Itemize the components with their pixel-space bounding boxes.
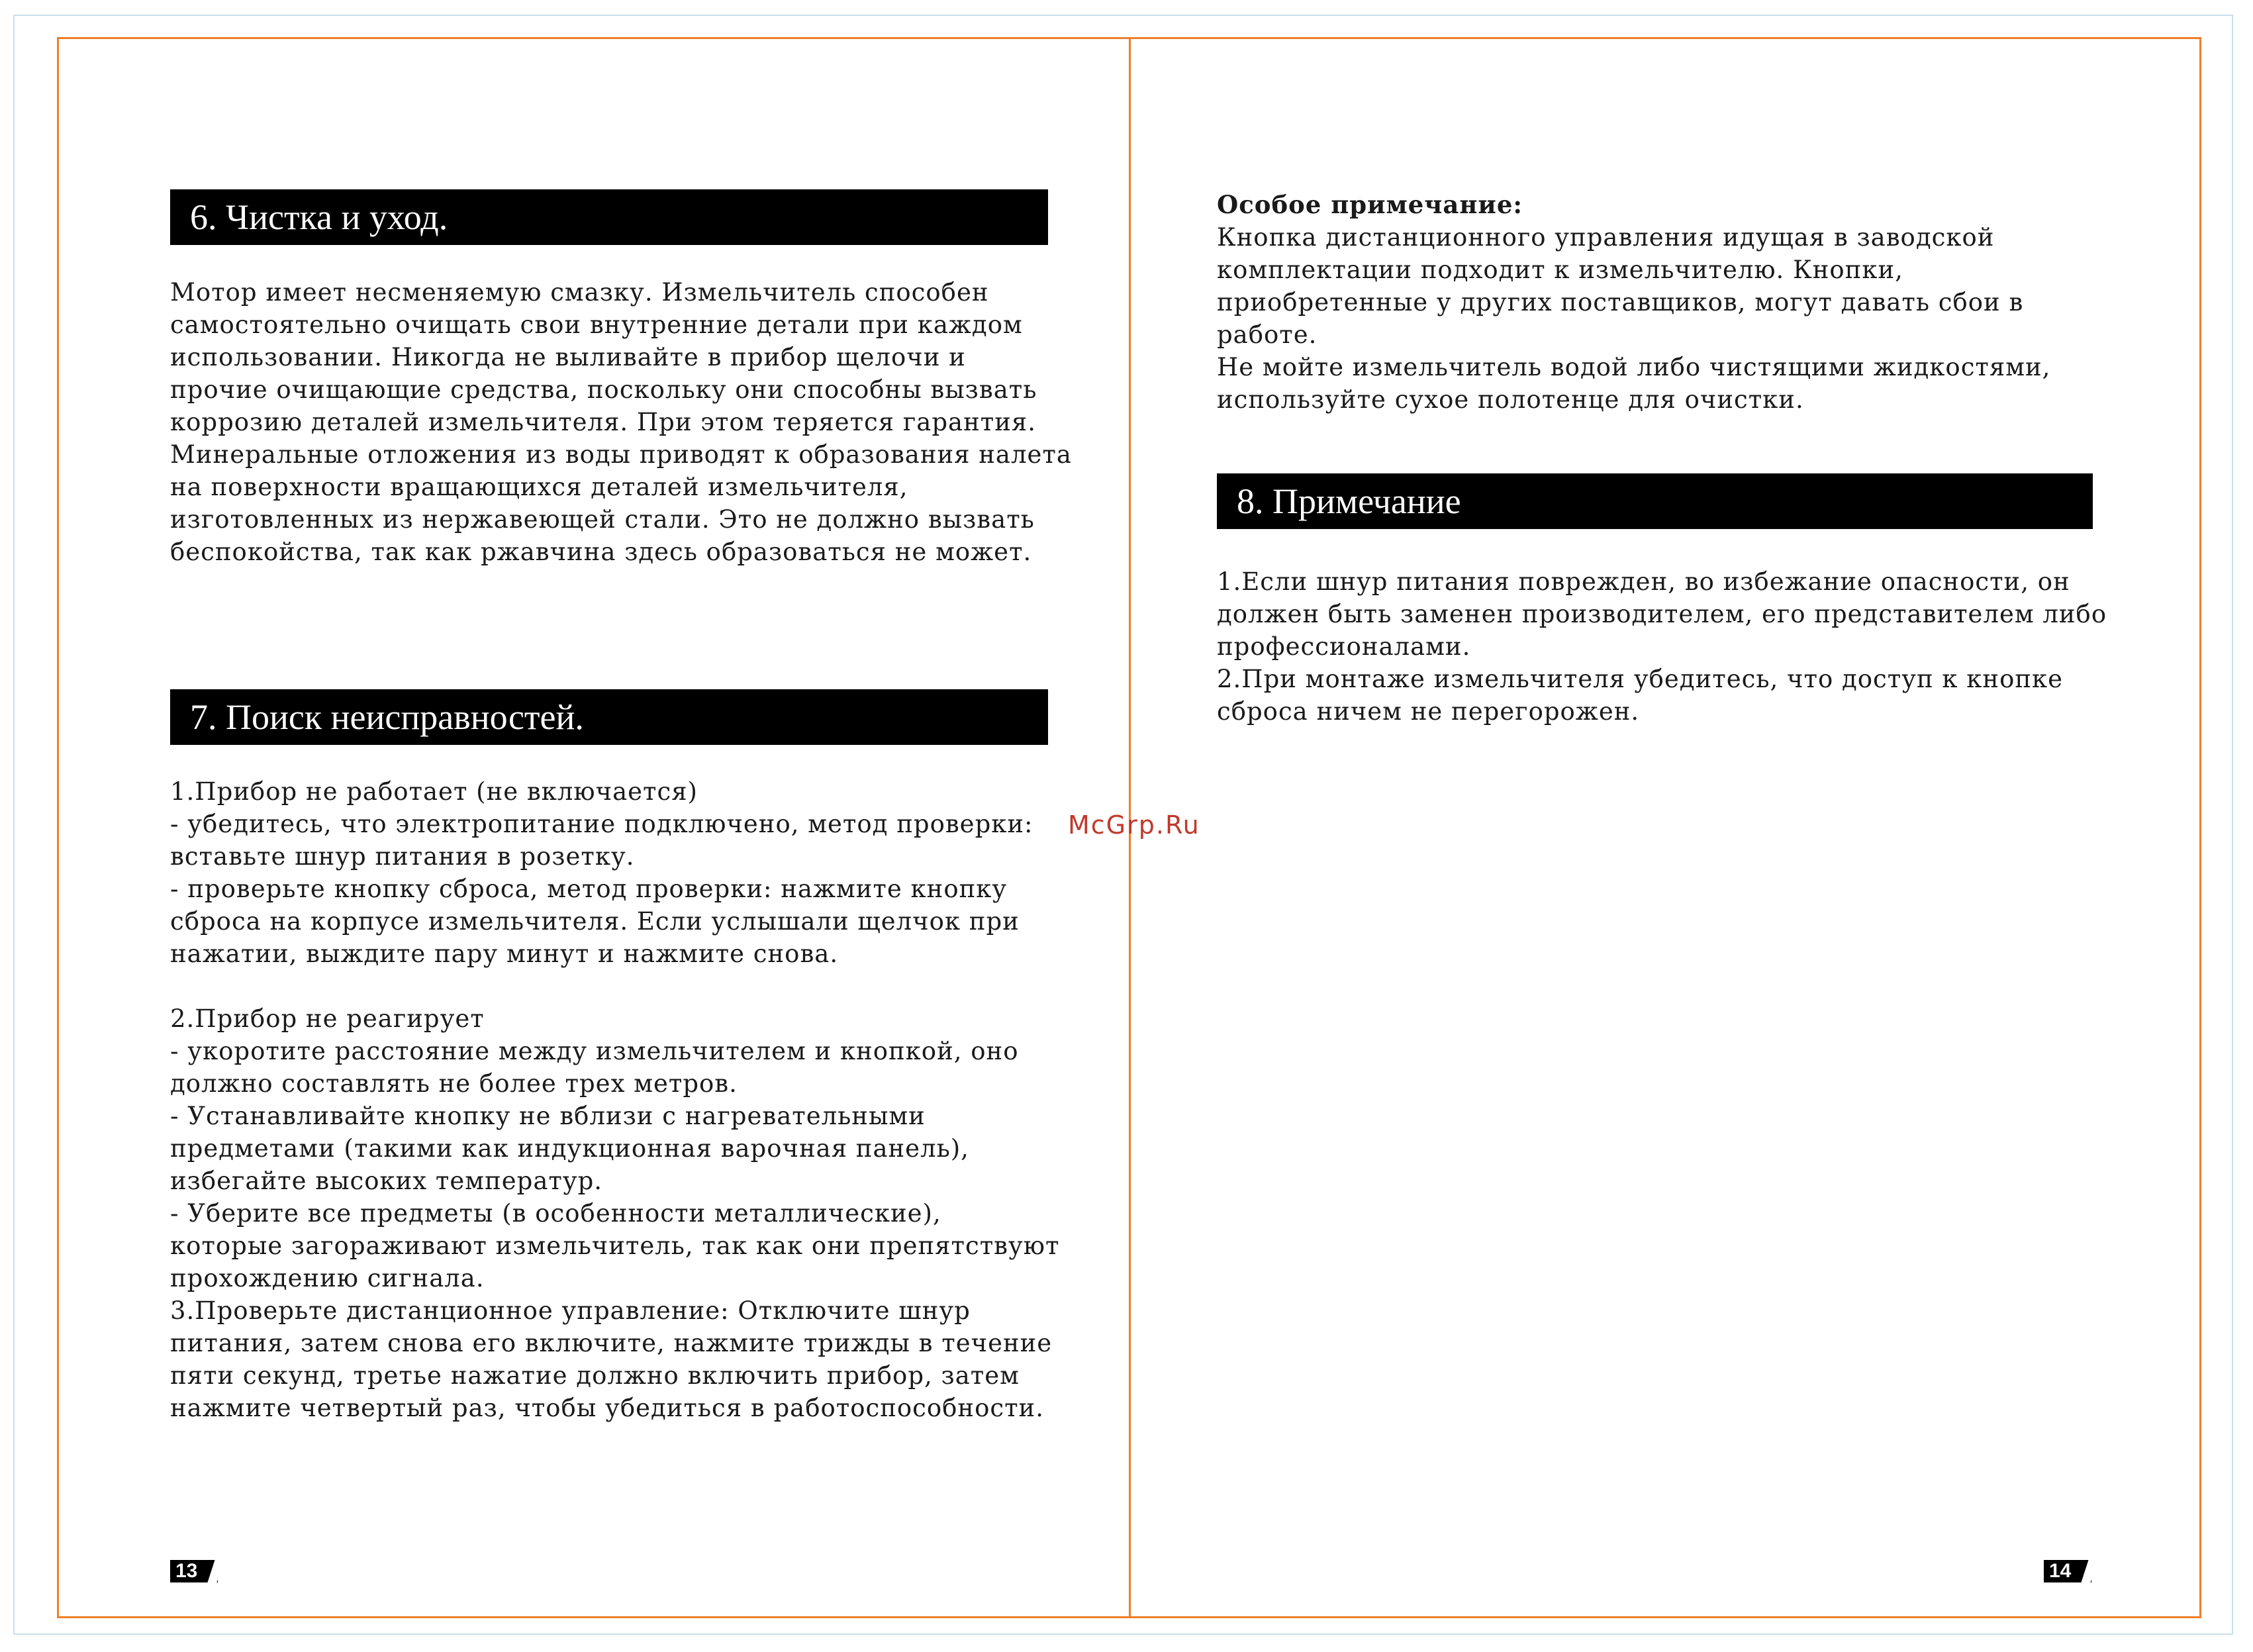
text-line: - Уберите все предметы (в особенности металлические),: [170, 1199, 941, 1228]
text-line: Не мойте измельчитель водой либо чистящими жидкостями,: [1217, 353, 2051, 381]
text-line: 1.Прибор не работает (не включается): [170, 777, 698, 806]
text-line: которые загораживают измельчитель, так как они препятствуют: [170, 1232, 1060, 1260]
text-line: Мотор имеет несменяемую смазку. Измельчитель способен: [170, 278, 989, 307]
text-line: сброса ничем не перегорожен.: [1217, 697, 1640, 726]
text-line: работе.: [1217, 320, 1318, 349]
section-6-heading: 6. Чистка и уход.: [170, 189, 1048, 245]
text-line: Кнопка дистанционного управления идущая в заводской: [1217, 223, 1995, 252]
text-line: избегайте высоких температур.: [170, 1167, 603, 1195]
text-line: используйте сухое полотенце для очистки.: [1217, 385, 1804, 414]
page-number-left: 13: [170, 1560, 218, 1582]
text-line: 3.Проверьте дистанционное управление: Отключите шнур: [170, 1296, 971, 1325]
section-7-body: [170, 775, 1059, 1424]
page-number-right: 14: [2044, 1560, 2091, 1582]
paragraph-gap: [170, 970, 1059, 1002]
text-line: нажатии, выждите пару минут и нажмите снова.: [170, 940, 839, 968]
text-line: вставьте шнур питания в розетку.: [170, 842, 635, 871]
text-line: Минеральные отложения из воды приводят к образования налета: [170, 440, 1072, 469]
text-line: 2.Прибор не реагирует: [170, 1004, 485, 1033]
text-line: приобретенные у других поставщиков, могут давать сбои в: [1217, 288, 2024, 316]
text-line: - проверьте кнопку сброса, метод проверки: нажмите кнопку: [170, 875, 1008, 903]
text-line: должно составлять не более трех метров.: [170, 1069, 738, 1098]
special-note-title: Особое примечание:: [1217, 190, 1523, 219]
text-line: прочие очищающие средства, поскольку они способны вызвать: [170, 375, 1037, 404]
text-line: прохождению сигнала.: [170, 1264, 485, 1292]
text-line: использовании. Никогда не выливайте в прибор щелочи и: [170, 343, 966, 371]
special-note: [1217, 189, 2050, 416]
text-line: 1.Если шнур питания поврежден, во избежание опасности, он: [1217, 567, 2070, 596]
text-line: должен быть заменен производителем, его представителем либо: [1217, 600, 2107, 628]
text-line: пяти секунд, третье нажатие должно включить прибор, затем: [170, 1361, 1020, 1390]
text-line: комплектации подходит к измельчителю. Кнопки,: [1217, 256, 1903, 284]
text-line: - убедитесь, что электропитание подключено, метод проверки:: [170, 810, 1033, 838]
text-line: 2.При монтаже измельчителя убедитесь, что доступ к кнопке: [1217, 665, 2064, 693]
section-7-heading: 7. Поиск неисправностей.: [170, 689, 1048, 745]
text-line: нажмите четвертый раз, чтобы убедиться в работоспособности.: [170, 1394, 1044, 1422]
text-line: профессионалами.: [1217, 632, 1471, 661]
text-line: самостоятельно очищать свои внутренние детали при каждом: [170, 311, 1023, 339]
text-line: изготовленных из нержавеющей стали. Это не должно вызвать: [170, 505, 1035, 534]
section-8-heading: 8. Примечание: [1217, 473, 2093, 529]
text-line: беспокойства, так как ржавчина здесь образоваться не может.: [170, 538, 1032, 566]
text-line: сброса на корпусе измельчителя. Если услышали щелчок при: [170, 907, 1020, 936]
text-line: предметами (такими как индукционная варочная панель),: [170, 1134, 969, 1163]
text-line: коррозию деталей измельчителя. При этом теряется гарантия.: [170, 408, 1036, 436]
text-line: питания, затем снова его включите, нажмите трижды в течение: [170, 1329, 1053, 1357]
text-line: - укоротите расстояние между измельчителем и кнопкой, оно: [170, 1037, 1019, 1065]
text-line: на поверхности вращающихся деталей измельчителя,: [170, 473, 908, 501]
section-8-body: [1217, 565, 2107, 728]
text-line: - Устанавливайте кнопку не вблизи с нагревательными: [170, 1102, 926, 1130]
section-6-body: [170, 276, 1072, 568]
watermark: McGrp.Ru: [1068, 810, 1200, 840]
